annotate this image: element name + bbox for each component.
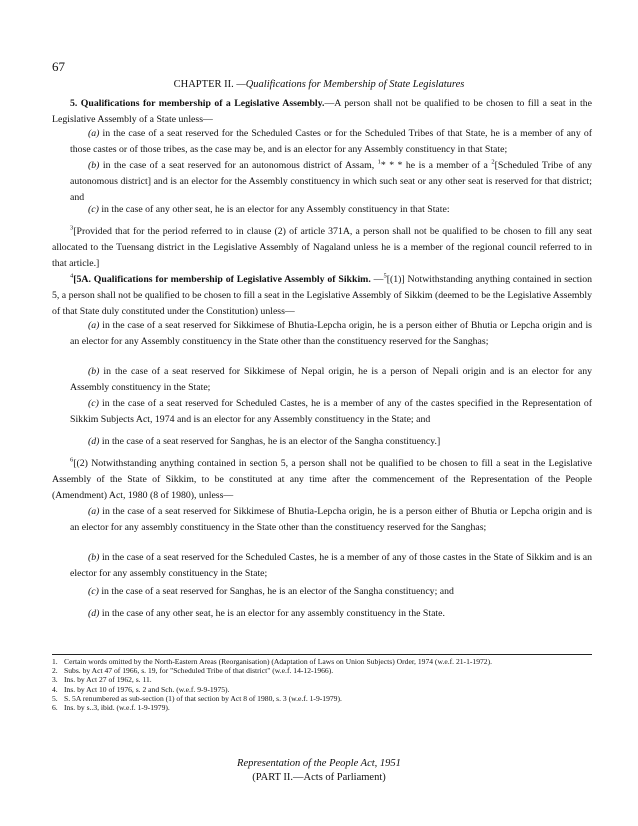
clause-text: in the case of a seat reserved for Scheduled Castes, he is a member of any of the castes specified in the Representation of Sikkim Subjects Act, 1974 and is an elector for any Assembly constituency in the State; and <box>70 398 592 426</box>
clause-label: (a) <box>88 128 100 139</box>
footnote-ref[interactable]: 5 <box>383 272 387 280</box>
footnote-text: Ins. by Act 10 of 1976, s. 2 and Sch. (w.e.f. 9-9-1975). <box>64 684 230 694</box>
clause-text: in the case of a seat reserved for Sikkimese of Bhutia-Lepcha origin, he is a person either of Bhutia or Lepcha origin and is an elector for any assembly constituency in the State other than the constituency reserved for the Sanghas; <box>70 506 592 534</box>
clause-text: in the case of a seat reserved for Sikkimese of Nepal origin, he is a person of Nepali origin and is an elector for any Assembly constituency in the State; <box>70 366 592 394</box>
clause-label: (c) <box>88 586 99 597</box>
section-5-clause-c <box>70 202 592 218</box>
clause-text: in the case of a seat reserved for Sikkimese of Bhutia-Lepcha origin, he is a person either of Bhutia or Lepcha origin and is an elector for any Assembly constituency in the State other than the constituency reserved for the Sanghas; <box>70 320 592 348</box>
section-5a-intro <box>52 272 592 321</box>
page-number: 67 <box>52 59 65 74</box>
clause-label: (a) <box>88 506 100 517</box>
footer-part: (PART II.—Acts of Parliament) <box>252 772 386 783</box>
clause-text: in the case of any other seat, he is an elector for any assembly constituency in the State. <box>99 608 445 619</box>
clause-label: (a) <box>88 320 100 331</box>
footnote-item <box>52 685 612 694</box>
footnote-ref[interactable]: 6 <box>70 456 74 464</box>
clause-label: (c) <box>88 204 99 215</box>
section-5a-heading: [5A. Qualifications for membership of Legislative Assembly of Sikkim. <box>73 274 371 285</box>
footer <box>0 757 638 785</box>
section-5a-clause-a <box>70 318 592 350</box>
footnote-number: 2. <box>52 666 58 676</box>
footnote-item <box>52 657 612 666</box>
chapter-heading <box>0 79 638 90</box>
clause-label: (b) <box>88 552 100 563</box>
clause-text: * * * he is a member of a <box>380 160 492 171</box>
section-5-proviso <box>52 224 592 273</box>
subsection-text: [(2) Notwithstanding anything contained in section 5, a person shall not be qualified to be chosen to fill a seat in the Legislative Assembly of the State of Sikkim, to be constituted at any time after the commencement of the Representation of the People (Amendment) Act, 1980 (8 of 1980), unless— <box>52 458 592 502</box>
section-text: — <box>370 274 384 285</box>
footnote-ref[interactable]: 3 <box>70 224 74 232</box>
clause-text: in the case of a seat reserved for an autonomous district of Assam, <box>99 160 378 171</box>
footnote-text: Ins. by s..3, ibid. (w.e.f. 1-9-1979). <box>64 703 170 713</box>
footnote-text: Certain words omitted by the North-Eastern Areas (Reorganisation) (Adaptation of Laws on Union Subjects) Order, 1974 (w.e.f. 21-1-1972). <box>64 657 493 666</box>
footnotes <box>52 657 612 712</box>
footnote-item <box>52 675 612 684</box>
clause-label: (b) <box>88 366 100 377</box>
footnote-item <box>52 666 612 675</box>
clause-label: (d) <box>88 436 100 447</box>
section-5a-clause-c <box>70 396 592 428</box>
section-5a-2-clause-a <box>70 504 592 536</box>
clause-text: in the case of any other seat, he is an elector for any Assembly constituency in that State: <box>98 204 450 215</box>
section-5a-2-clause-b <box>70 550 592 582</box>
clause-text: in the case of a seat reserved for the Scheduled Castes or for the Scheduled Tribes of that State, he is a member of any of those castes or of those tribes, as the case may be, and is an elector for any Assembly constituency in that State; <box>70 128 592 156</box>
clause-text: in the case of a seat reserved for Sanghas, he is an elector of the Sangha constituency; and <box>98 586 454 597</box>
footnote-number: 5. <box>52 693 58 703</box>
footnote-ref[interactable]: 4 <box>70 272 74 280</box>
section-5a-clause-d <box>70 434 592 450</box>
clause-text: in the case of a seat reserved for the Scheduled Castes, he is a member of any of those castes in the State of Sikkim and is an elector for any assembly constituency in the State; <box>70 552 592 580</box>
footnote-ref[interactable]: 2 <box>491 158 495 166</box>
clause-text: [Scheduled Tribe of any autonomous district] and is an elector for the Assembly constituency in which such seat or any other seat is reserved for that district; and <box>70 160 593 204</box>
footnote-item <box>52 703 612 712</box>
footnote-text: S. 5A renumbered as sub-section (1) of that section by Act 8 of 1980, s. 3 (w.e.f. 1-9-1979). <box>64 693 342 703</box>
footer-title: Representation of the People Act, 1951 <box>237 758 401 769</box>
proviso-text: [Provided that for the period referred to in clause (2) of article 371A, a person shall not be qualified to be chosen to fill any seat allocated to the Tuensang district in the Legislative Assembly of Nagaland unless he is a member of the regional council referred to in that article.] <box>52 226 592 270</box>
footnote-number: 4. <box>52 684 58 694</box>
section-5-clause-b <box>70 158 592 207</box>
section-5a-clause-b <box>70 364 592 396</box>
footnote-ref[interactable]: 1 <box>377 158 381 166</box>
section-5a-2-clause-d <box>70 606 592 622</box>
footnote-number: 3. <box>52 675 58 685</box>
section-5a-subsection-2 <box>52 456 592 505</box>
section-5-intro <box>52 96 592 128</box>
section-5-text: —A person shall not be qualified to be chosen to fill a seat in the Legislative Assembly of a State unless— <box>52 98 592 126</box>
footnote-item <box>52 694 612 703</box>
chapter-prefix: CHAPTER II. <box>173 79 234 90</box>
section-5-clause-a <box>70 126 592 158</box>
footnote-text: Subs. by Act 47 of 1966, s. 19, for "Scheduled Tribe of that district" (w.e.f. 14-12-1966). <box>64 666 334 676</box>
section-5-heading: 5. Qualifications for membership of a Legislative Assembly. <box>70 98 325 109</box>
section-text: [(1)] Notwithstanding anything contained in section 5, a person shall not be qualified to be chosen to fill a seat in the Legislative Assembly of Sikkim (deemed to be the Legislative Assembly of that State duly constituted under the Constitution) unless— <box>52 274 592 318</box>
clause-label: (d) <box>88 608 100 619</box>
clause-label: (c) <box>88 398 99 409</box>
footnote-number: 1. <box>52 657 58 666</box>
footnote-number: 6. <box>52 703 58 713</box>
clause-label: (b) <box>88 160 100 171</box>
footnote-divider <box>52 654 592 655</box>
footnote-text: Ins. by Act 27 of 1962, s. 11. <box>64 675 152 685</box>
chapter-title: —Qualifications for Membership of State Legislatures <box>233 79 465 90</box>
section-5a-2-clause-c <box>70 584 592 600</box>
clause-text: in the case of a seat reserved for Sanghas, he is an elector of the Sangha constituency.] <box>99 436 441 447</box>
